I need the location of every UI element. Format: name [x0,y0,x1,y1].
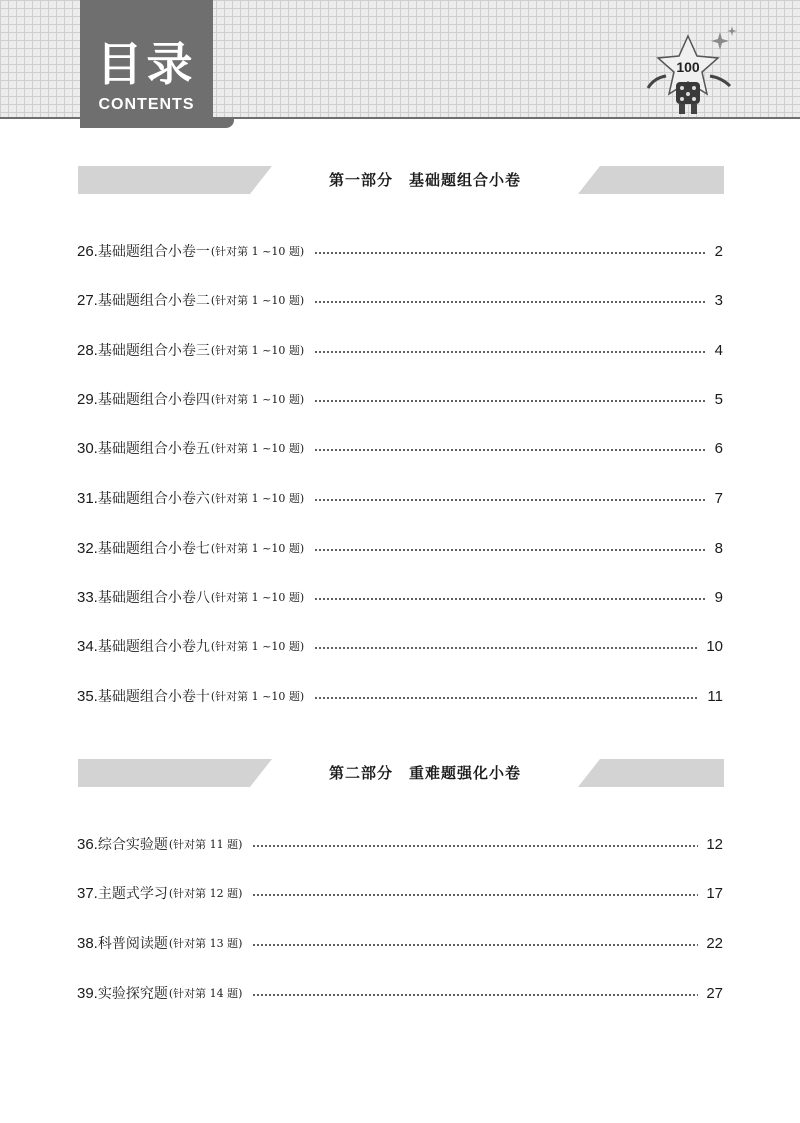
dot-leader [314,252,707,254]
star-mascot-icon [642,22,742,118]
title-block [80,0,213,128]
dot-leader [314,449,707,451]
page-title: 目录 [96,37,197,91]
toc-item[interactable]: 37. 主题式学习 (针对第 12 题) 17 [77,884,723,902]
toc-item[interactable]: 33. 基础题组合小卷八 (针对第 1 ~10 题) 9 [77,588,723,606]
toc-item[interactable]: 26. 基础题组合小卷一 (针对第 1 ~10 题) 2 [77,242,723,260]
toc-item[interactable]: 29. 基础题组合小卷四 (针对第 1 ~10 题) 5 [77,390,723,408]
toc-item[interactable]: 28. 基础题组合小卷三 (针对第 1 ~10 题) 4 [77,341,723,359]
section-banner-1 [78,166,724,194]
toc-item[interactable]: 31. 基础题组合小卷六 (针对第 1 ~10 题) 7 [77,489,723,507]
toc-item[interactable]: 32. 基础题组合小卷七 (针对第 1 ~10 题) 8 [77,539,723,557]
section-title: 第二部分 重难题强化小卷 [328,764,521,782]
toc-item[interactable]: 38. 科普阅读题 (针对第 13 题) 22 [77,934,723,952]
dot-leader [314,351,707,353]
page-number: 27 [706,984,723,1002]
toc-item[interactable]: 30. 基础题组合小卷五 (针对第 1 ~10 题) 6 [77,439,723,457]
mascot-label: 100 [676,59,700,75]
dot-leader [314,549,707,551]
page-number: 12 [706,835,723,853]
dot-leader [314,598,707,600]
section-title: 第一部分 基础题组合小卷 [328,171,521,189]
toc-item[interactable]: 36. 综合实验题 (针对第 11 题) 12 [77,835,723,853]
toc-item[interactable]: 35. 基础题组合小卷十 (针对第 1 ~10 题) 11 [77,687,723,705]
page-number: 10 [706,637,723,655]
dot-leader [252,944,698,946]
toc-item[interactable]: 34. 基础题组合小卷九 (针对第 1 ~10 题) 10 [77,637,723,655]
page-number: 6 [714,439,723,457]
dot-leader [252,894,698,896]
page-number: 2 [714,242,723,260]
dot-leader [314,400,707,402]
page-number: 5 [714,390,723,408]
page-number: 17 [706,884,723,902]
dot-leader [314,697,699,699]
page-number: 7 [714,489,723,507]
page-number: 8 [714,539,723,557]
page-number: 11 [707,687,723,705]
page-number: 3 [714,291,723,309]
page-subtitle: CONTENTS [98,96,195,113]
dot-leader [314,301,707,303]
toc-item[interactable]: 39. 实验探究题 (针对第 14 题) 27 [77,984,723,1002]
dot-leader [314,647,698,649]
page-number: 9 [714,588,723,606]
dot-leader [314,499,707,501]
page-number: 4 [714,341,723,359]
toc-item[interactable]: 27. 基础题组合小卷二 (针对第 1 ~10 题) 3 [77,291,723,309]
title-block-tab [212,118,234,128]
dot-leader [252,994,698,996]
dot-leader [252,845,698,847]
page-number: 22 [706,934,723,952]
section-banner-2 [78,759,724,787]
